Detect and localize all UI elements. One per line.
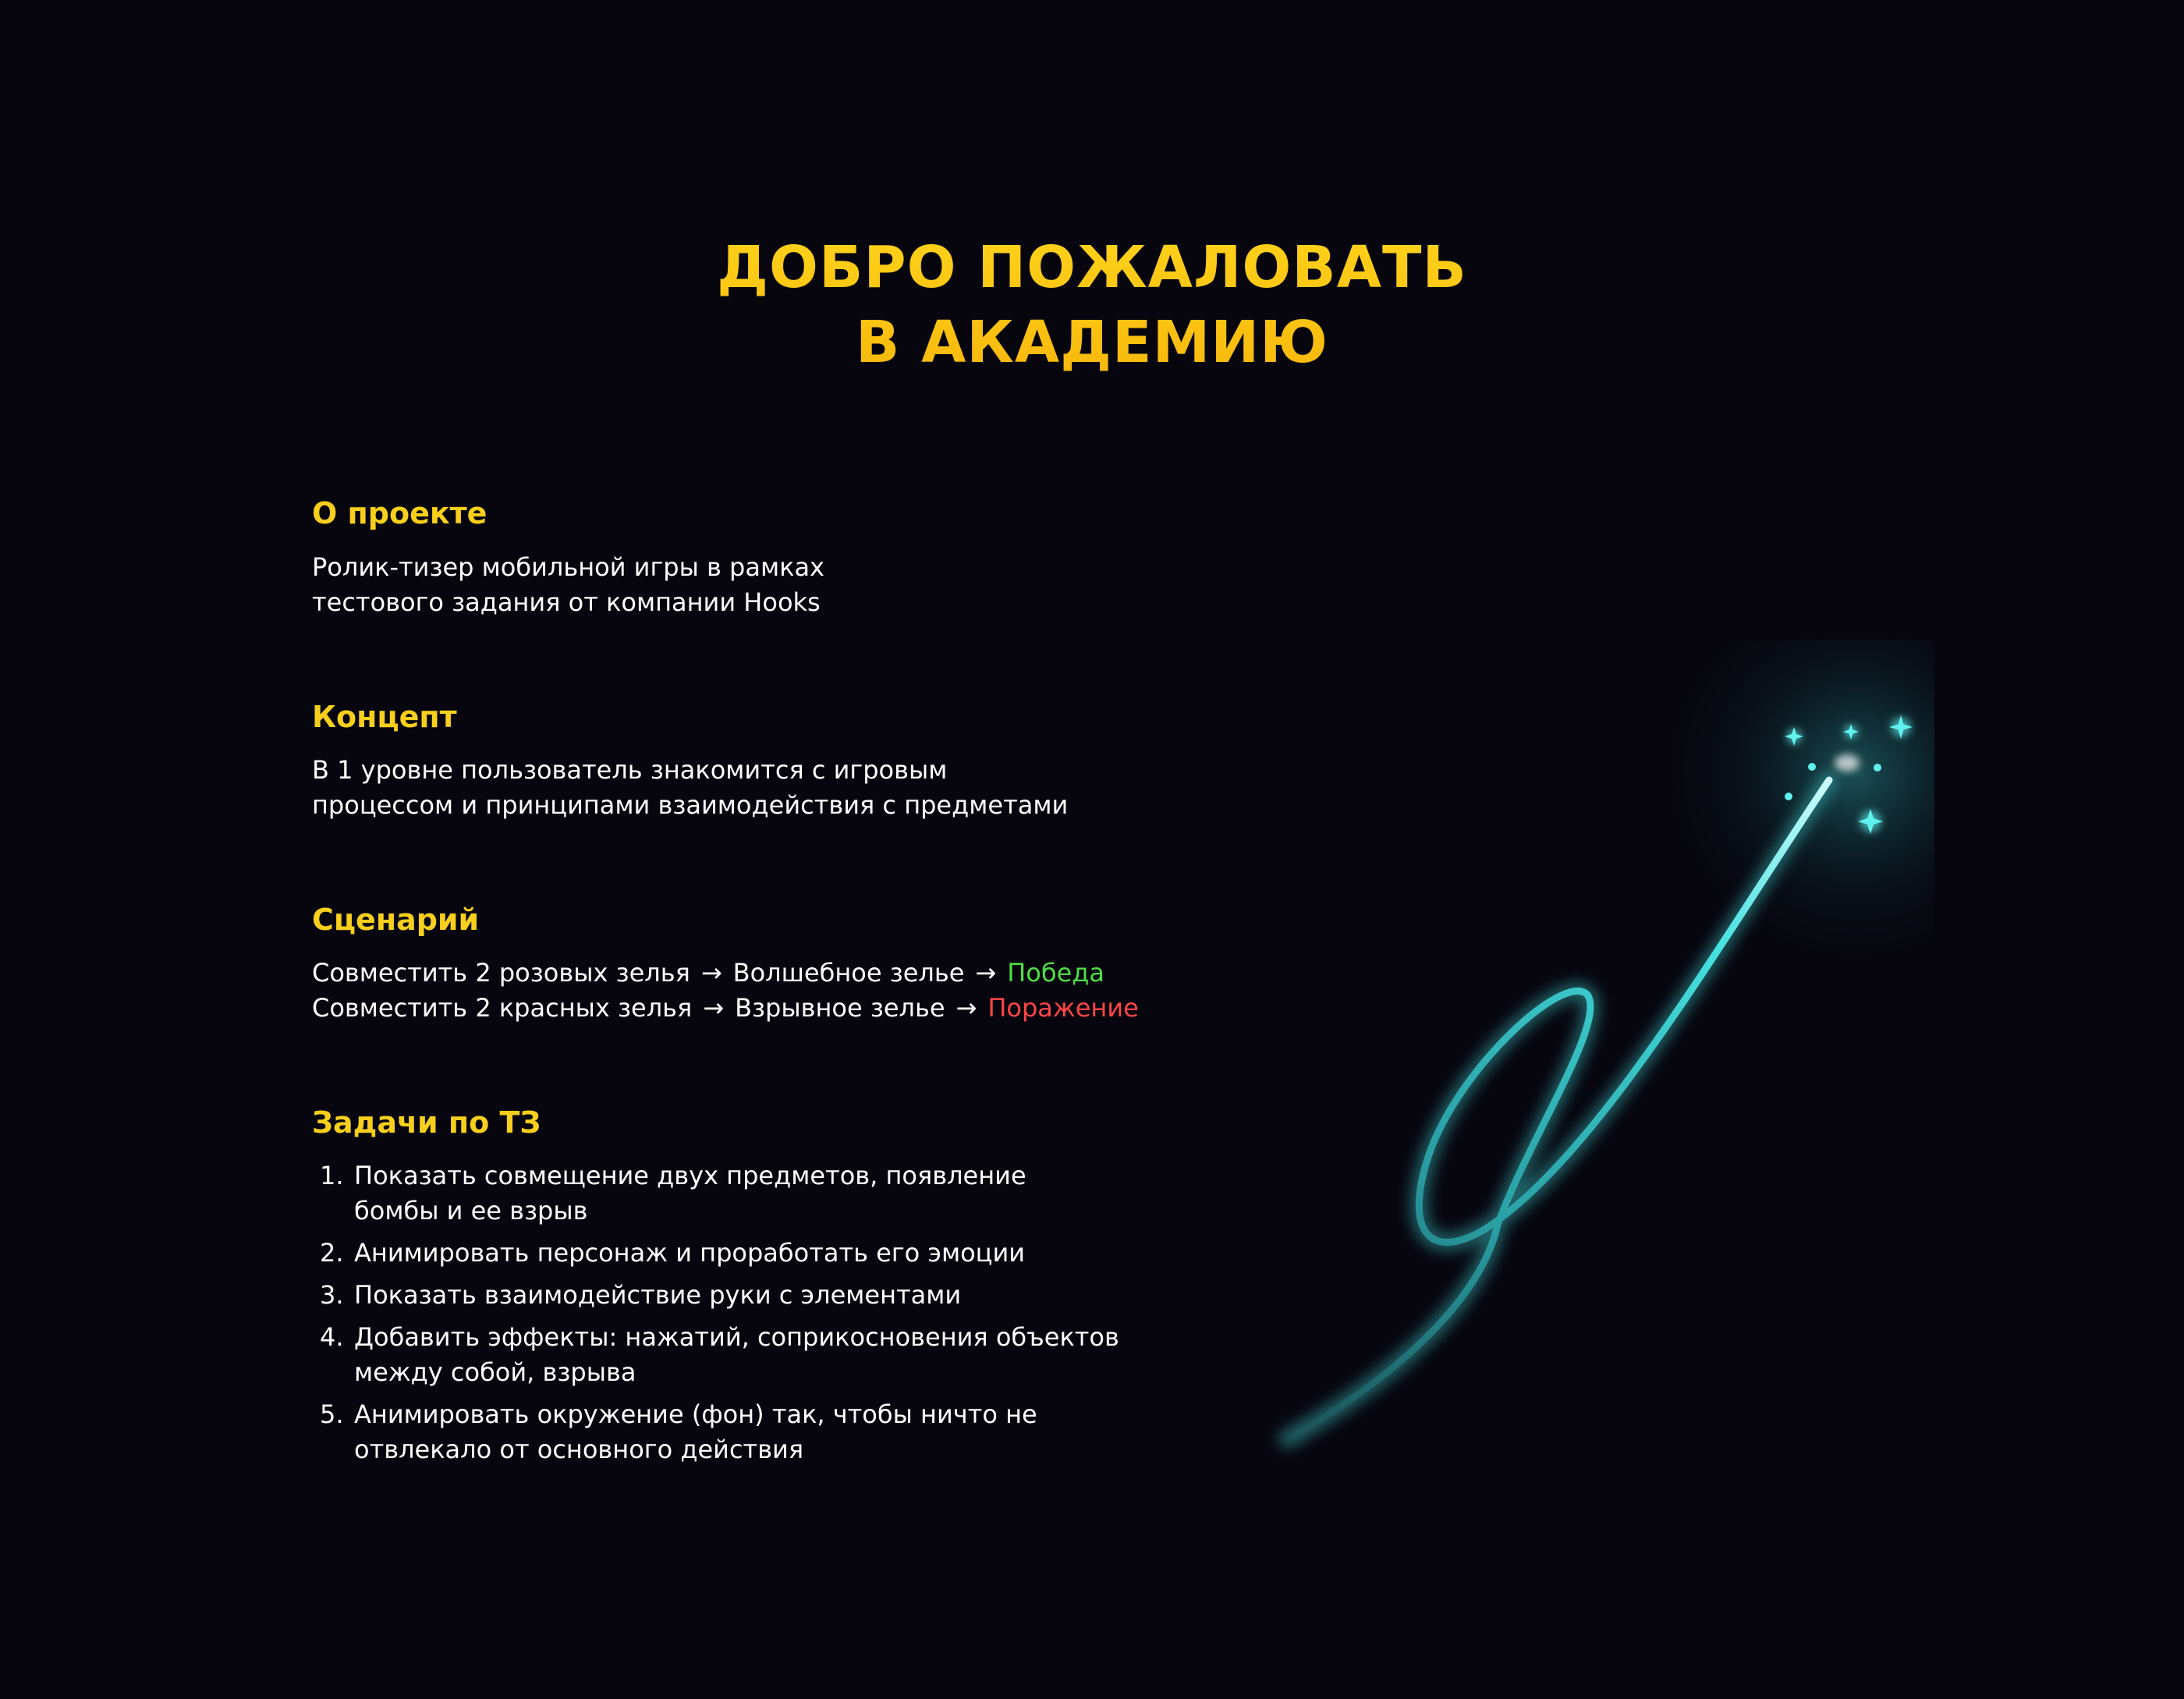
task-number: 5.	[320, 1399, 344, 1429]
about-line-2: тестового задания от компании Hooks	[312, 587, 821, 617]
about-heading: О проекте	[312, 496, 488, 530]
list-item	[312, 1320, 1119, 1390]
page-title	[0, 230, 2184, 380]
page-title-line-2: В АКАДЕМИЮ	[855, 309, 1329, 376]
magic-wand-trail-icon	[1232, 640, 1934, 1498]
wand-tip-glow	[1835, 754, 1860, 771]
task-line: Показать взаимодействие руки с элементами	[354, 1280, 962, 1310]
concept-line-1: В 1 уровне пользователь знакомится с игровым	[312, 755, 948, 785]
scenario-action: Совместить 2 красных зелья	[312, 993, 693, 1023]
list-item	[312, 1397, 1119, 1467]
scenario-outcome-lose: Поражение	[987, 993, 1139, 1023]
list-item	[312, 1236, 1119, 1271]
task-line: Показать совмещение двух предметов, появление	[354, 1161, 1026, 1190]
sparkle-dot	[1808, 763, 1816, 771]
concept-text	[312, 753, 1068, 823]
arrow-right-icon: →	[975, 958, 997, 988]
list-item	[312, 1278, 1119, 1313]
sparkle-dot	[1874, 764, 1881, 771]
scenario-result: Взрывное зелье	[735, 993, 945, 1023]
scenario-result: Волшебное зелье	[732, 958, 965, 988]
scenario-heading: Сценарий	[312, 903, 480, 937]
task-line: бомбы и ее взрыв	[354, 1196, 588, 1225]
scenario-row-win	[312, 956, 1139, 991]
list-item	[312, 1158, 1119, 1229]
arrow-right-icon: →	[700, 958, 722, 988]
task-number: 1.	[320, 1161, 344, 1190]
task-number: 3.	[320, 1280, 344, 1310]
scenario-text	[312, 956, 1139, 1026]
task-number: 4.	[320, 1322, 344, 1352]
task-line: Анимировать персонаж и проработать его эмоции	[354, 1238, 1026, 1268]
task-line: Добавить эффекты: нажатий, соприкосновения объектов	[354, 1322, 1119, 1352]
glow-halo	[1654, 640, 1934, 975]
arrow-right-icon: →	[956, 993, 977, 1023]
tasks-heading: Задачи по ТЗ	[312, 1105, 541, 1140]
arrow-right-icon: →	[703, 993, 725, 1023]
sparkle-dot	[1785, 793, 1792, 800]
page-title-line-1: ДОБРО ПОЖАЛОВАТЬ	[717, 234, 1467, 301]
concept-heading: Концепт	[312, 700, 457, 734]
task-line: между собой, взрыва	[354, 1357, 636, 1387]
concept-line-2: процессом и принципами взаимодействия с предметами	[312, 790, 1069, 820]
about-text	[312, 550, 824, 620]
scenario-outcome-win: Победа	[1007, 958, 1104, 988]
tasks-list	[312, 1158, 1119, 1474]
task-line: отвлекало от основного действия	[354, 1435, 804, 1464]
task-line: Анимировать окружение (фон) так, чтобы ничто не	[354, 1399, 1037, 1429]
about-line-1: Ролик-тизер мобильной игры в рамках	[312, 552, 824, 582]
scenario-row-lose	[312, 991, 1139, 1026]
task-number: 2.	[320, 1238, 344, 1268]
scenario-action: Совместить 2 розовых зелья	[312, 958, 690, 988]
